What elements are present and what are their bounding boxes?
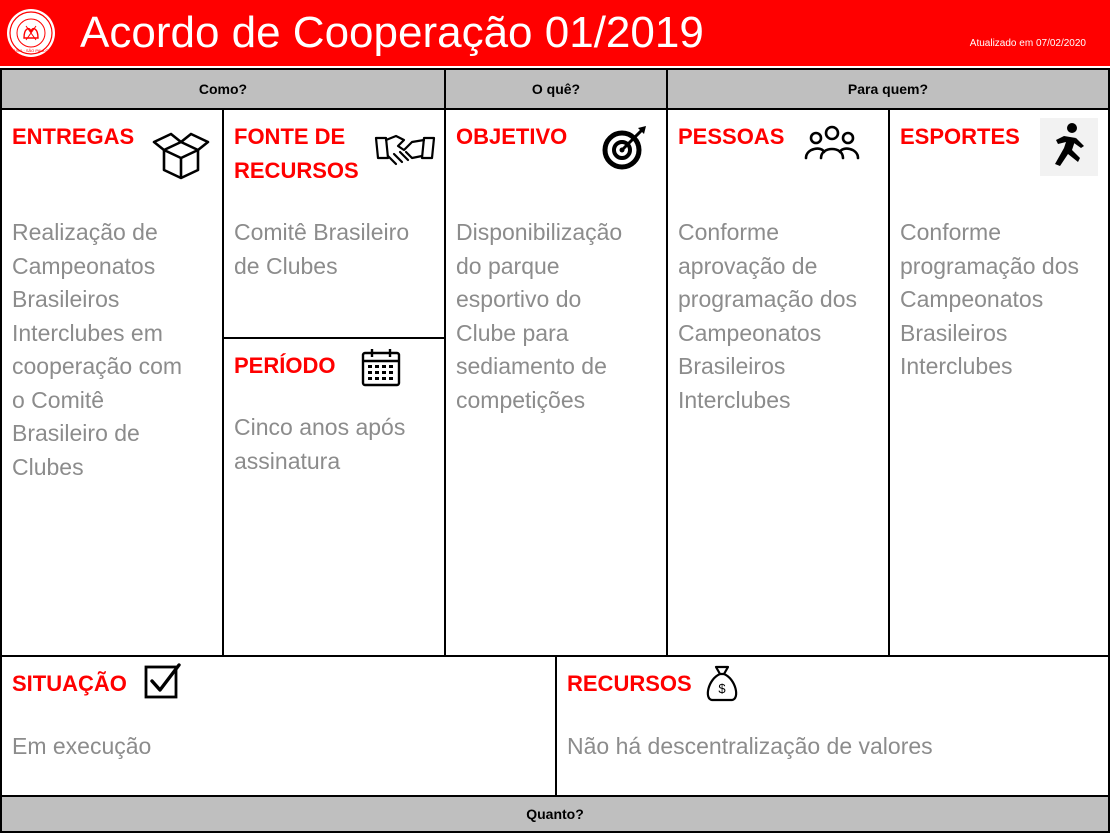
runner-icon [1040, 118, 1098, 176]
situacao-cell [0, 655, 557, 797]
box-icon [150, 128, 212, 180]
fonte-title [234, 120, 359, 188]
fonte-title-line: FONTE DE [234, 124, 346, 149]
periodo-cell [222, 337, 446, 657]
band-quanto-label: Quanto? [526, 806, 584, 822]
entregas-line: o Comitê [12, 386, 105, 413]
recursos-title: RECURSOS [567, 671, 692, 696]
objetivo-line: competições [456, 386, 586, 413]
objetivo-line: sediamento de [456, 353, 607, 379]
periodo-text [234, 411, 405, 478]
fonte-text [234, 216, 409, 283]
objetivo-line: esportivo do [456, 286, 582, 312]
entregas-title: ENTREGAS [12, 124, 135, 149]
esportes-cell [888, 108, 1110, 657]
pessoas-line: Interclubes [678, 386, 791, 413]
esportes-title: ESPORTES [900, 124, 1020, 149]
checkbox-icon [144, 663, 182, 699]
entregas-line: Brasileiro de [12, 420, 140, 446]
band-paraquem [666, 68, 1110, 110]
esportes-text [900, 216, 1079, 384]
pessoas-title: PESSOAS [678, 124, 785, 149]
periodo-line: assinatura [234, 447, 341, 474]
header-bar [0, 0, 1110, 66]
esportes-line: programação dos [900, 252, 1079, 279]
entregas-line: cooperação com [12, 353, 183, 379]
pessoas-line: Brasileiros [678, 353, 786, 379]
page-title: Acordo de Cooperação 01/2019 [80, 8, 704, 57]
band-oque [444, 68, 668, 110]
pessoas-line: Conforme [678, 219, 779, 245]
entregas-line: Campeonatos [12, 252, 156, 279]
entregas-line: Clubes [12, 453, 84, 480]
periodo-title: PERÍODO [234, 353, 336, 378]
objetivo-cell [444, 108, 668, 657]
objetivo-line: Clube para [456, 319, 569, 346]
esportes-line: Interclubes [900, 353, 1013, 379]
entregas-cell [0, 108, 224, 657]
pessoas-line: aprovação de [678, 252, 818, 279]
objetivo-title: OBJETIVO [456, 124, 568, 149]
logo-text: 1900 · SÃO PAULO [13, 48, 49, 53]
pessoas-line: programação dos [678, 286, 857, 312]
esportes-line: Brasileiros [900, 319, 1008, 346]
band-como [0, 68, 446, 110]
fonte-line: Comitê Brasileiro [234, 219, 410, 245]
situacao-title: SITUAÇÃO [12, 671, 127, 696]
people-icon [804, 124, 860, 162]
pessoas-line: Campeonatos [678, 319, 822, 346]
band-como-label: Como? [198, 81, 248, 97]
entregas-line: Brasileiros [12, 286, 120, 312]
money-bag-icon [702, 663, 742, 703]
pessoas-cell [666, 108, 890, 657]
esportes-line: Conforme [900, 219, 1001, 245]
fonte-line: de Clubes [234, 252, 338, 279]
band-quanto [0, 795, 1110, 833]
fonte-title-line: RECURSOS [234, 158, 359, 183]
recursos-cell [555, 655, 1110, 797]
objetivo-text [456, 216, 622, 417]
band-oque-label: O quê? [531, 81, 581, 97]
situacao-text: Em execução [12, 733, 152, 759]
dollar-sign-glyph: $ [718, 681, 726, 696]
objetivo-line: Disponibilização [456, 219, 623, 245]
target-icon [602, 124, 650, 170]
recursos-text: Não há descentralização de valores [567, 733, 933, 759]
fonte-cell [222, 108, 446, 339]
club-seal-icon [6, 8, 56, 58]
esportes-line: Campeonatos [900, 286, 1044, 312]
periodo-line: Cinco anos após [234, 414, 406, 440]
objetivo-line: do parque [456, 252, 560, 279]
entregas-text [12, 216, 182, 484]
calendar-icon [360, 347, 402, 389]
pessoas-text [678, 216, 857, 417]
entregas-line: Realização de [12, 219, 158, 245]
handshake-icon [374, 132, 436, 172]
band-paraquem-label: Para quem? [847, 81, 929, 97]
entregas-line: Interclubes em [12, 319, 163, 346]
updated-date: Atualizado em 07/02/2020 [969, 38, 1086, 49]
